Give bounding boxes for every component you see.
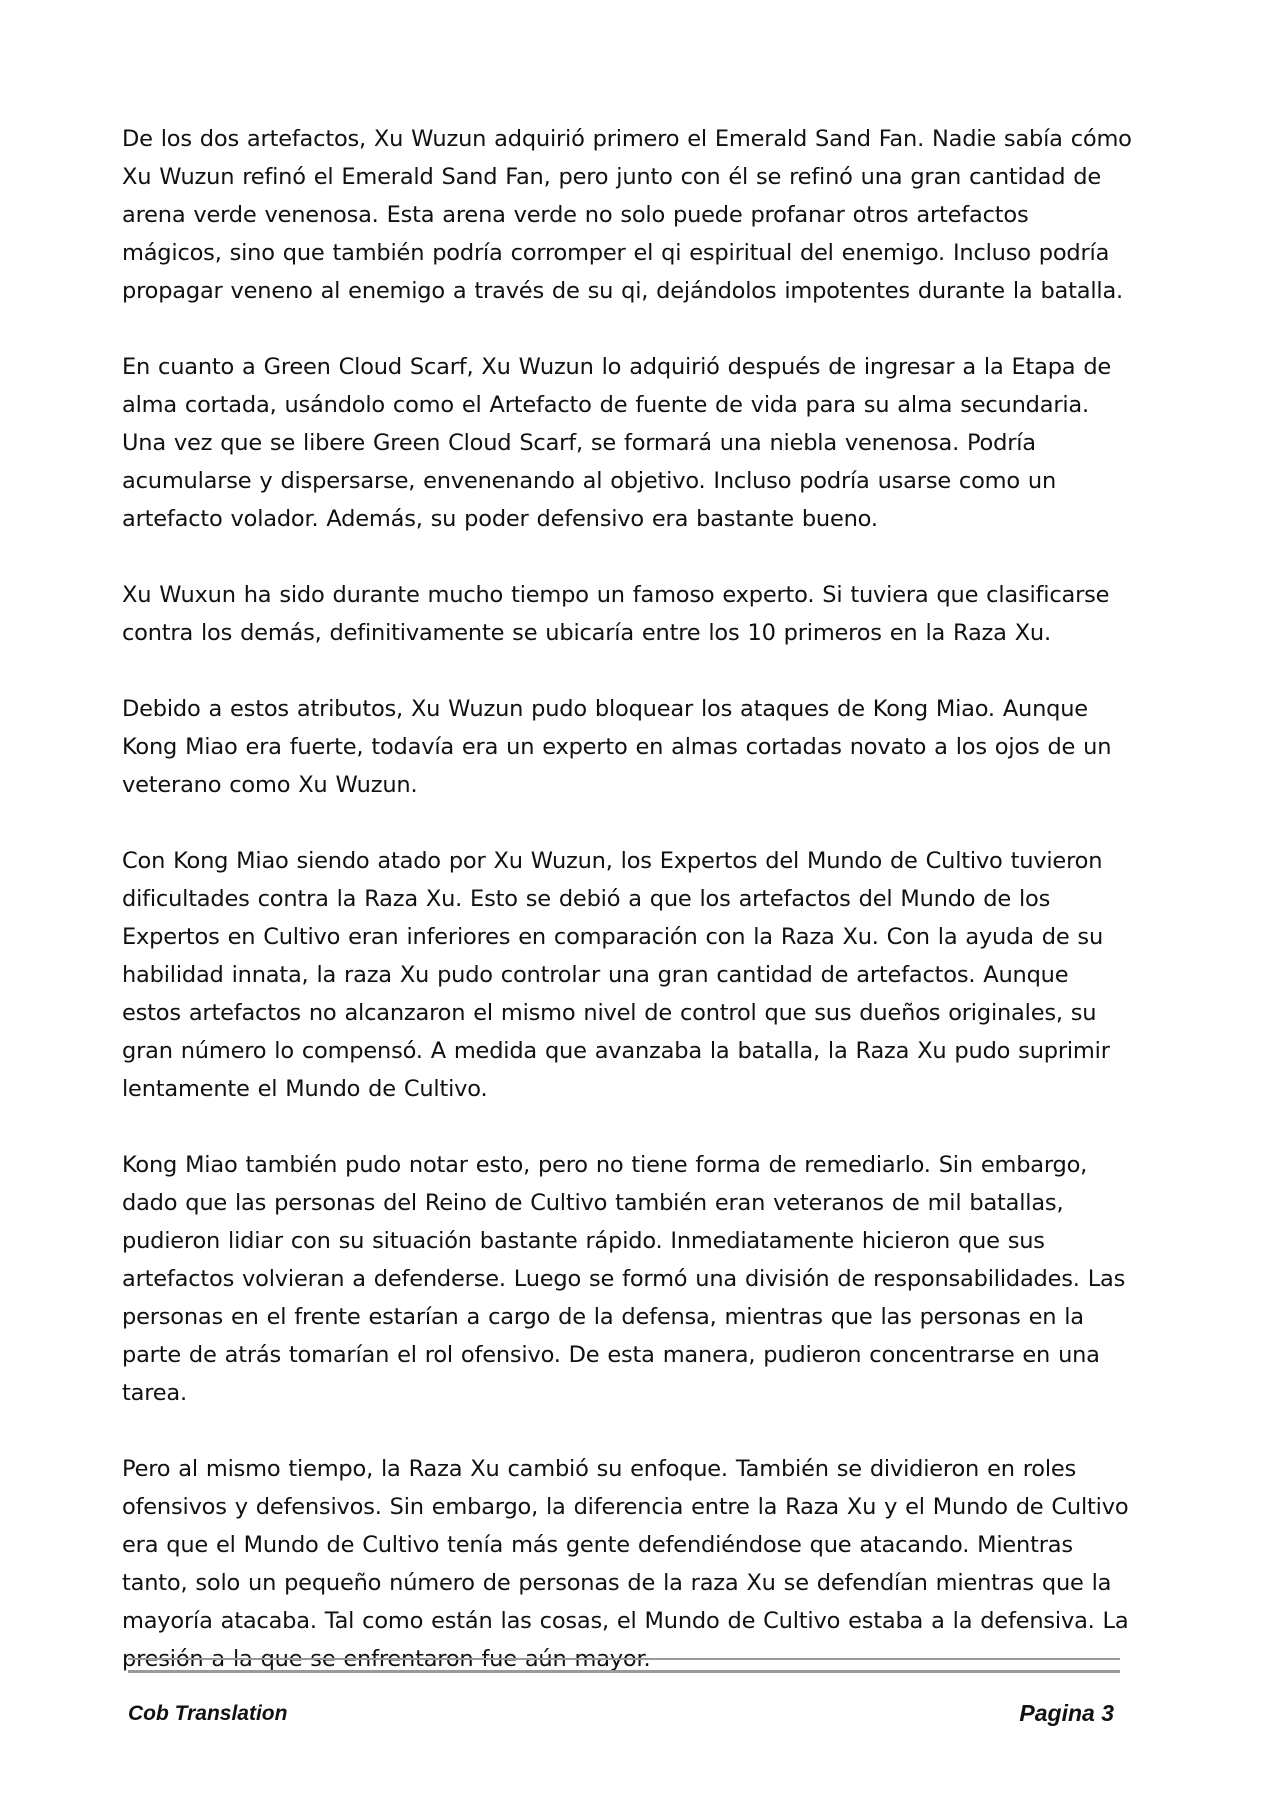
- paragraph-6: Kong Miao también pudo notar esto, pero no tiene forma de remediarlo. Sin embargo, dado que las personas del Reino de Cultivo también eran veteranos de mil batallas, pudieron lidiar con su situación bastante rápido. Inmediatamente hicieron que sus artefactos volvieran a defenderse. Luego se formó una división de responsabilidades. Las personas en el frente estarían a cargo de la defensa, mientras que las personas en la parte de atrás tomarían el rol ofensivo. De esta manera, pudieron concentrarse en una tarea.: [122, 1152, 1126, 1406]
- document-body: [122, 120, 1132, 1716]
- footer-translator-credit: Cob Translation: [128, 1702, 288, 1725]
- paragraph-4: Debido a estos atributos, Xu Wuzun pudo bloquear los ataques de Kong Miao. Aunque Kong Miao era fuerte, todavía era un experto en almas cortadas novato a los ojos de un veterano como Xu Wuzun.: [122, 696, 1112, 798]
- paragraph-7: Pero al mismo tiempo, la Raza Xu cambió su enfoque. También se dividieron en roles ofensivos y defensivos. Sin embargo, la diferencia entre la Raza Xu y el Mundo de Cultivo era que el Mundo de Cultivo tenía más gente defendiéndose que atacando. Mientras tanto, solo un pequeño número de personas de la raza Xu se defendían mientras que la mayoría atacaba. Tal como están las cosas, el Mundo de Cultivo estaba a la defensiva. La presión a la que se enfrentaron fue aún mayor.: [122, 1456, 1129, 1672]
- paragraph-1: De los dos artefactos, Xu Wuzun adquirió primero el Emerald Sand Fan. Nadie sabía cómo Xu Wuzun refinó el Emerald Sand Fan, pero junto con él se refinó una gran cantidad de arena verde venenosa. Esta arena verde no solo puede profanar otros artefactos mágicos, sino que también podría corromper el qi espiritual del enemigo. Incluso podría propagar veneno al enemigo a través de su qi, dejándolos impotentes durante la batalla.: [122, 126, 1132, 304]
- paragraph-2: En cuanto a Green Cloud Scarf, Xu Wuzun lo adquirió después de ingresar a la Etapa de alma cortada, usándolo como el Artefacto de fuente de vida para su alma secundaria. Una vez que se libere Green Cloud Scarf, se formará una niebla venenosa. Podría acumularse y dispersarse, envenenando al objetivo. Incluso podría usarse como un artefacto volador. Además, su poder defensivo era bastante bueno.: [122, 354, 1112, 532]
- paragraph-3: Xu Wuxun ha sido durante mucho tiempo un famoso experto. Si tuviera que clasificarse contra los demás, definitivamente se ubicaría entre los 10 primeros en la Raza Xu.: [122, 582, 1110, 646]
- footer-divider-bottom: [128, 1670, 1120, 1673]
- paragraph-5: Con Kong Miao siendo atado por Xu Wuzun, los Expertos del Mundo de Cultivo tuvieron dificultades contra la Raza Xu. Esto se debió a que los artefactos del Mundo de los Expertos en Cultivo eran inferiores en comparación con la Raza Xu. Con la ayuda de su habilidad innata, la raza Xu pudo controlar una gran cantidad de artefactos. Aunque estos artefactos no alcanzaron el mismo nivel de control que sus dueños originales, su gran número lo compensó. A medida que avanzaba la batalla, la Raza Xu pudo suprimir lentamente el Mundo de Cultivo.: [122, 848, 1110, 1102]
- footer-page-number: Pagina 3: [1019, 1700, 1114, 1726]
- footer-divider-top: [128, 1658, 1120, 1660]
